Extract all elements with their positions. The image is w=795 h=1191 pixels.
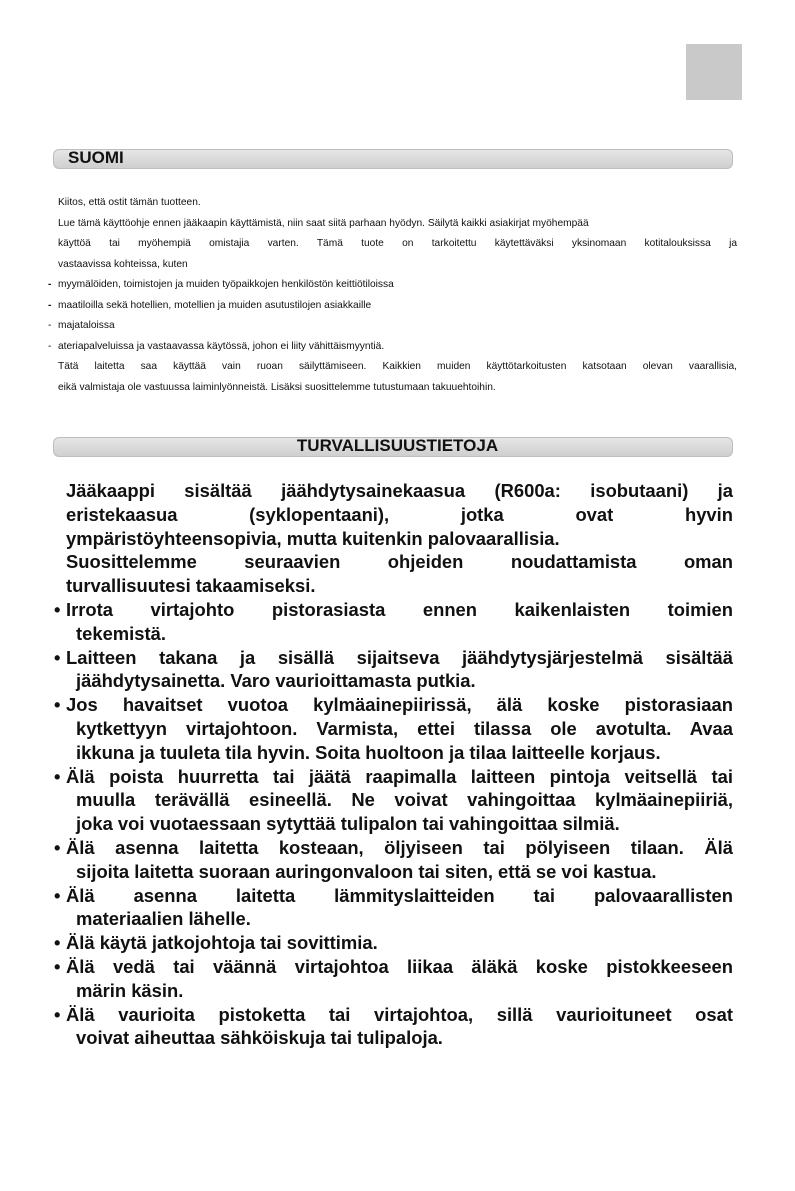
safety-bullet-item [54,598,733,622]
intro-list-item: - myymälöiden, toimistojen ja muiden työpaikkojen henkilöstön keittiötiloissa [52,275,737,296]
safety-bullet-text: Älä poista huurretta tai jäätä raapimalla laitteen pintoja veitsellä tai [66,765,733,787]
safety-line: tekemistä. [76,622,166,644]
safety-line: eristekaasua (syklopentaani), jotka ovat hyvin [66,503,733,525]
safety-line: joka voi vuotaessaan sytyttää tulipalon tai vahingoittaa silmiä. [76,813,620,835]
safety-line: kytkettyyn virtajohtoon. Varmista, ettei tilassa ole avotulta. Avaa [76,717,733,739]
bullet-icon: • [54,598,61,620]
safety-bullet-item [54,693,733,717]
safety-bullet-item [54,931,733,955]
intro-line: Tätä laitetta saa käyttää vain ruoan säilyttämiseen. Kaikkien muiden käyttötarkoitusten katsotaan olevan vaarallisia, [58,361,737,372]
page-corner-tab [686,44,742,100]
safety-bullet-item [54,836,733,860]
section-header-bar-suomi [53,149,733,169]
safety-line: sijoita laitetta suoraan auringonvaloon tai siten, että se voi kastua. [76,860,657,882]
intro-list-item: - majataloissa [52,316,737,337]
bullet-icon: • [54,836,61,858]
safety-line: Jääkaappi sisältää jäähdytysainekaasua (R600a: isobutaani) ja [66,480,733,501]
safety-bullet-text: Älä vaurioita pistoketta tai virtajohtoa, sillä vaurioituneet osat [66,1003,733,1025]
safety-bullet-text: Irrota virtajohto pistorasiasta ennen kaikenlaisten toimien [66,598,733,620]
intro-line: vastaavissa kohteissa, kuten [58,258,188,270]
safety-bullet-item [54,646,733,670]
safety-line: turvallisuutesi takaamiseksi. [66,575,316,597]
safety-bullet-text: Älä asenna laitetta lämmityslaitteiden tai palovaarallisten [66,884,733,906]
safety-bullet-text: Laitteen takana ja sisällä sijaitseva jäähdytysjärjestelmä sisältää [66,646,733,668]
safety-line: ikkuna ja tuuleta tila hyvin. Soita huoltoon ja tilaa laitteelle korjaus. [76,741,661,763]
intro-line: käyttöä tai myöhempiä omistajia varten. Tämä tuote on tarkoitettu käytettäväksi yksinomaan kotitalouksissa ja [58,238,737,249]
intro-list-item: - ateriapalveluissa ja vastaavassa käytössä, johon ei liity vähittäismyyntiä. [52,337,737,358]
safety-bullet-item [54,955,733,979]
bullet-icon: • [54,1003,61,1025]
section-title-safety: TURVALLISUUSTIETOJA [296,436,499,455]
safety-bullet-text: Älä vedä tai väännä virtajohtoa liikaa äläkä koske pistokkeeseen [66,955,733,977]
safety-line: märin käsin. [76,979,184,1001]
section-title-suomi: SUOMI [68,148,124,167]
bullet-icon: • [54,694,61,716]
safety-bullet-text: Älä asenna laitetta kosteaan, öljyiseen tai pölyiseen tilaan. Älä [66,836,733,858]
safety-bullet-item [54,884,733,908]
bullet-icon: • [54,955,61,977]
safety-line: ympäristöyhteensopivia, mutta kuitenkin palovaarallisia. [66,527,560,549]
bullet-icon: • [54,765,61,787]
safety-bullet-text: Älä käytä jatkojohtoja tai sovittimia. [66,932,378,954]
safety-line: materiaalien lähelle. [76,908,251,930]
intro-line: Lue tämä käyttöohje ennen jääkaapin käyttämistä, niin saat siitä parhaan hyödyn. Säilytä kaikki asiakirjat myöhempää [58,217,589,229]
safety-text [54,479,733,1050]
bullet-icon: • [54,646,61,668]
bullet-icon: • [54,884,61,906]
intro-list-item: - maatiloilla sekä hotellien, motellien ja muiden asutustilojen asiakkaille [52,296,737,317]
bullet-icon: • [54,932,61,954]
intro-text [52,193,737,398]
safety-bullet-item [54,765,733,789]
safety-line: jäähdytysainetta. Varo vaurioittamasta putkia. [76,670,476,692]
safety-line: Suosittelemme seuraavien ohjeiden noudattamista oman [66,551,733,573]
safety-line: muulla terävällä esineellä. Ne voivat vahingoittaa kylmäainepiiriä, [76,789,733,811]
safety-bullet-item [54,1003,733,1027]
intro-line: eikä valmistaja ole vastuussa laiminlyönneistä. Lisäksi suosittelemme tutustumaan takuuehtoihin. [58,381,496,393]
intro-line: Kiitos, että ostit tämän tuotteen. [58,197,201,208]
safety-line: voivat aiheuttaa sähköiskuja tai tulipaloja. [76,1027,443,1049]
safety-bullet-text: Jos havaitset vuotoa kylmäainepiirissä, älä koske pistorasiaan [66,694,733,716]
